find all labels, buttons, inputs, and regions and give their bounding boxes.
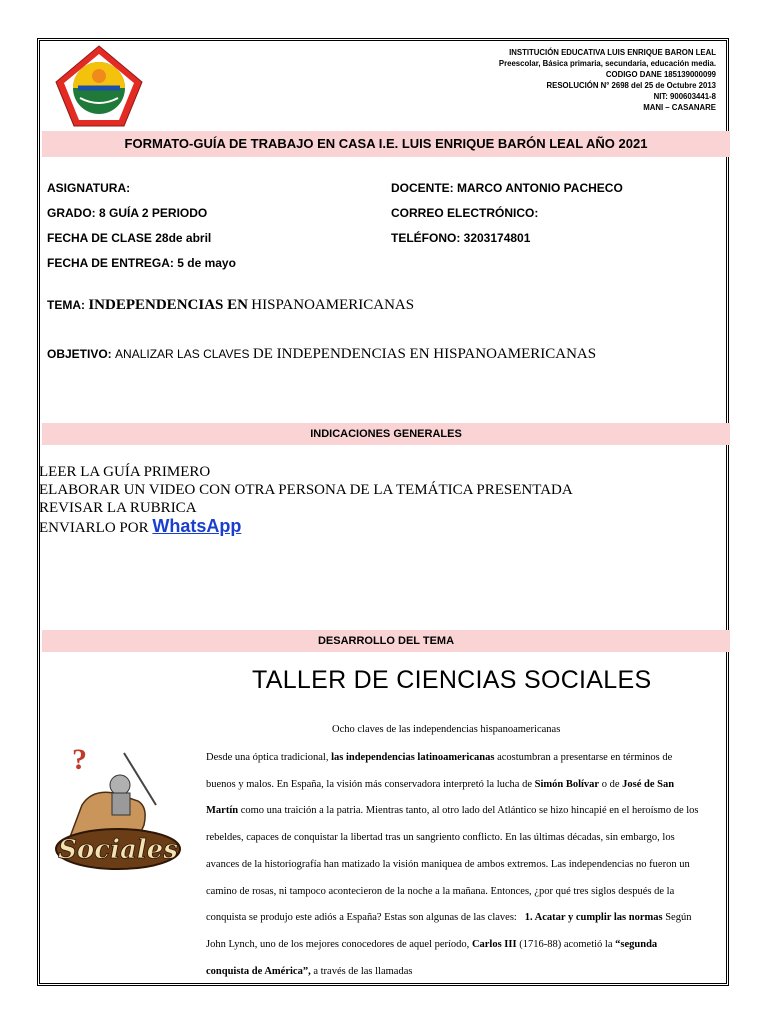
taller-title: TALLER DE CIENCIAS SOCIALES [252, 666, 652, 694]
article-body [206, 745, 701, 985]
sociales-logo-text: ? [72, 745, 87, 776]
sociales-logo [52, 745, 182, 870]
institution-nit: NIT: 900603441-8 [653, 92, 716, 101]
school-logo [50, 42, 148, 130]
article-text-1: Desde una óptica tradicional, [206, 752, 329, 763]
objetivo-sans: ANALIZAR LAS CLAVES [115, 347, 250, 361]
article-title: Ocho claves de las independencias hispanoamericanas [332, 724, 561, 735]
asignatura-field: ASIGNATURA: [47, 181, 131, 195]
article-bold-6: “segunda conquista de América”, [206, 938, 658, 977]
article-bold-2: Simón Bolívar [534, 778, 600, 790]
article-bold-1: las independencias latinoamericanas [331, 752, 495, 763]
institution-info [499, 47, 716, 113]
telefono-field: TELÉFONO: 3203174801 [391, 231, 531, 245]
docente-field: DOCENTE: MARCO ANTONIO PACHECO [391, 181, 623, 195]
institution-levels: Preescolar, Básica primaria, secundaria, educación media. [498, 59, 716, 68]
correo-field: CORREO ELECTRÓNICO: [391, 206, 539, 220]
article-text-2: acostumbran a presentarse en términos de buenos y malos. En España, la visión más conservadora interpretó la lucha de [206, 752, 673, 790]
objetivo-line [47, 346, 596, 363]
fecha-clase-field: FECHA DE CLASE 28de abril [47, 231, 212, 245]
article-text-5: Según John Lynch, uno de los mejores conocedores de aquel período, [206, 912, 692, 950]
institution-name: INSTITUCIÓN EDUCATIVA LUIS ENRIQUE BARON LEAL [509, 48, 716, 57]
fecha-entrega-field: FECHA DE ENTREGA: 5 de mayo [47, 256, 236, 270]
article-text-4: como una traición a la patria. Mientras tanto, al otro lado del Atlántico se hizo hincapié en el heroísmo de los rebeldes, capaces de conquistar la libertad tras un sangriento conflicto. En las últimas décadas, sin embargo, los avances de la historiografía han matizado la visión maniquea de ambos extremos. Las independencias no fueron un camino de rosas, ni tampoco acontecieron de la noche a la mañana. Entonces, ¿por qué tres siglos después de la conquista se produjo este adiós a España? Estas son algunas de las claves: [206, 805, 699, 924]
tema-rest: HISPANOAMERICANAS [251, 297, 415, 313]
article-bold-5: Carlos III [471, 938, 517, 950]
indicacion-3: REVISAR LA RUBRICA [39, 500, 197, 516]
institution-dane: CODIGO DANE 185139000099 [605, 70, 716, 79]
document-title: FORMATO-GUÍA DE TRABAJO EN CASA I.E. LUIS ENRIQUE BARÓN LEAL AÑO 2021 [42, 131, 730, 157]
tema-line [47, 297, 414, 314]
objetivo-serif: DE INDEPENDENCIAS EN HISPANOAMERICANAS [252, 346, 597, 362]
indicacion-1: LEER LA GUÍA PRIMERO [39, 464, 211, 480]
whatsapp-link[interactable]: WhatsApp [152, 516, 242, 536]
svg-text:Sociales: Sociales [58, 835, 178, 865]
objetivo-label: OBJETIVO: [47, 347, 112, 361]
article-bold-3: José de San Martín [206, 778, 675, 817]
tema-bold: INDEPENDENCIAS EN [88, 297, 248, 313]
institution-resolution: RESOLUCIÓN N° 2698 del 25 de Octubre 2013 [546, 81, 716, 90]
article-text-3: o de [601, 778, 620, 790]
indicaciones-heading: INDICACIONES GENERALES [42, 423, 730, 445]
indicacion-4-prefix: ENVIARLO POR [39, 520, 149, 536]
tema-label: TEMA: [47, 298, 85, 312]
indicaciones-list [39, 463, 573, 537]
indicacion-2: ELABORAR UN VIDEO CON OTRA PERSONA DE LA TEMÁTICA PRESENTADA [39, 482, 573, 498]
grado-field: GRADO: 8 GUÍA 2 PERIODO [47, 206, 208, 220]
article-text-7: a través de las llamadas [313, 965, 413, 977]
desarrollo-heading: DESARROLLO DEL TEMA [42, 630, 730, 652]
article-bold-4: 1. Acatar y cumplir las normas [524, 912, 663, 924]
indicacion-4 [39, 517, 573, 537]
article-text-6: (1716-88) acometió la [519, 938, 613, 950]
institution-location: MANI – CASANARE [643, 103, 716, 112]
